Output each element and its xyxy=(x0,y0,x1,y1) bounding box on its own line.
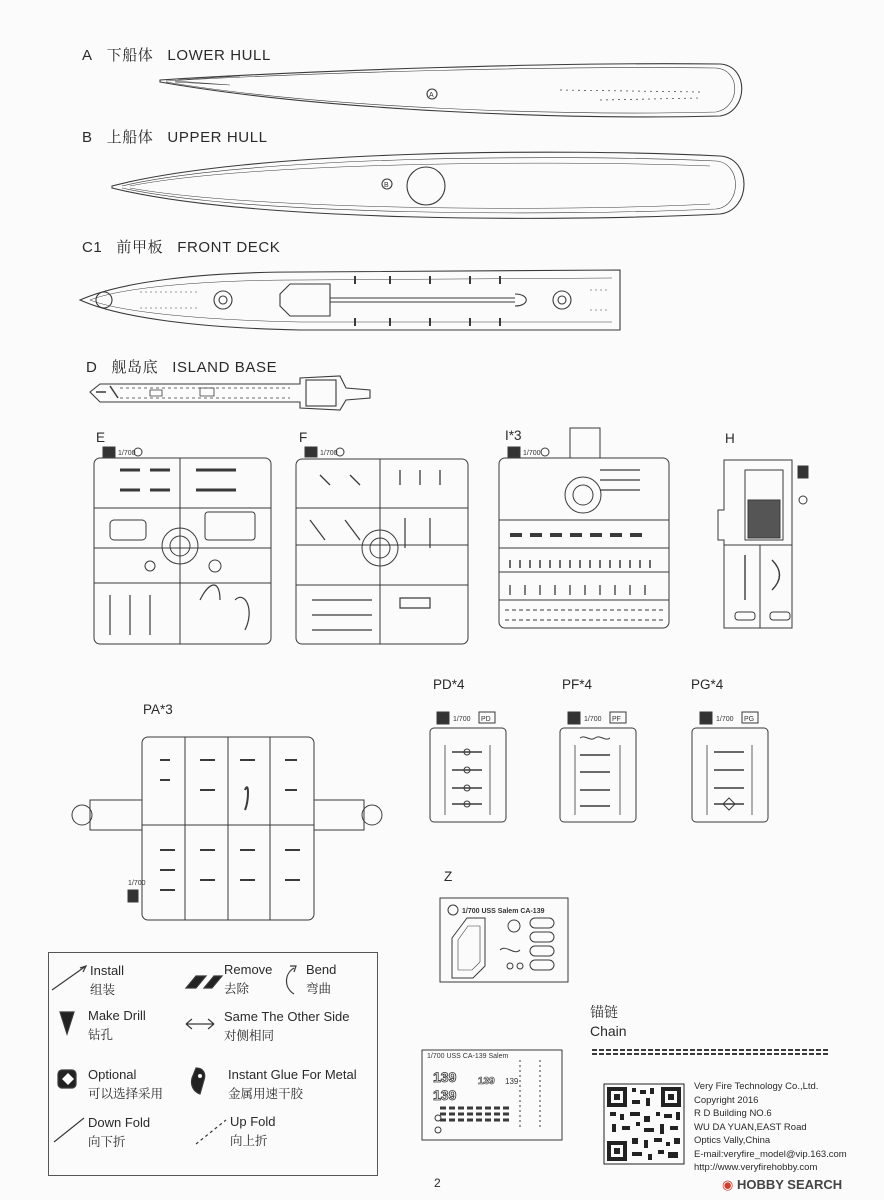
sprue-pg-scale: 1/700 xyxy=(716,716,734,723)
decal-number-large: 139 xyxy=(433,1087,457,1103)
part-en: LOWER HULL xyxy=(167,47,271,64)
legend-drill-cn: 钻孔 xyxy=(88,1027,114,1042)
sprue-i-label: I*3 xyxy=(505,428,522,443)
legend-down-en: Down Fold xyxy=(88,1115,151,1130)
legend-optional-en: Optional xyxy=(88,1067,137,1082)
sprue-h-label: H xyxy=(725,431,735,446)
hobby-search-watermark xyxy=(722,1177,842,1193)
company-addr3: Optics Vally,China xyxy=(694,1135,771,1146)
sprue-pd-code: PD xyxy=(481,716,491,723)
legend-optional-cn: 可以选择采用 xyxy=(88,1086,164,1101)
sprue-pa-scale: 1/700 xyxy=(128,880,146,887)
legend-remove-cn: 去除 xyxy=(224,981,250,996)
company-email[interactable]: E-mail:veryfire_model@vip.163.com xyxy=(694,1148,847,1160)
decal-number-large: 139 xyxy=(433,1069,457,1085)
page-number: 2 xyxy=(434,1176,441,1190)
company-addr1: R D Building NO.6 xyxy=(694,1108,772,1119)
sprue-pf-code: PF xyxy=(612,716,621,723)
sprue-pf-label: PF*4 xyxy=(562,677,593,692)
part-cn: 下船体 xyxy=(106,47,154,64)
legend-glue-cn: 金属用速干胶 xyxy=(228,1086,304,1101)
watermark-logo-icon: ◉ xyxy=(722,1177,734,1192)
svg-text:A: A xyxy=(429,92,434,99)
company-addr2: WU DA YUAN,EAST Road xyxy=(694,1121,807,1133)
part-code: B xyxy=(82,129,93,146)
part-code: C1 xyxy=(82,239,103,256)
legend-bend-en: Bend xyxy=(306,962,337,977)
company-copyright: Copyright 2016 xyxy=(694,1094,759,1106)
part-code: D xyxy=(86,359,98,376)
legend-glue-en: Instant Glue For Metal xyxy=(228,1067,357,1082)
company-info xyxy=(694,1080,847,1175)
legend-same-cn: 对侧相同 xyxy=(224,1028,275,1043)
sprue-pd-scale: 1/700 xyxy=(453,716,471,723)
part-cn: 舰岛底 xyxy=(111,359,159,376)
legend-up-en: Up Fold xyxy=(230,1114,276,1129)
sprue-pd-label: PD*4 xyxy=(433,677,465,692)
sprue-pg-code: PG xyxy=(744,716,755,723)
decal-number-small: 139 xyxy=(505,1077,519,1086)
part-cn: 前甲板 xyxy=(116,239,164,256)
sprue-f-scale: 1/700 xyxy=(320,450,338,457)
sprue-z-title: 1/700 USS Salem CA-139 xyxy=(462,908,545,915)
chain-label-en: Chain xyxy=(590,1023,627,1039)
legend-bend-cn: 弯曲 xyxy=(306,981,332,996)
company-name: Very Fire Technology Co.,Ltd. xyxy=(694,1081,819,1092)
chain-label-cn: 锚链 xyxy=(590,1005,618,1021)
sprue-e-scale: 1/700 xyxy=(118,450,136,457)
decal-title: 1/700 USS CA-139 Salem xyxy=(427,1053,509,1060)
company-website[interactable]: http://www.veryfirehobby.com xyxy=(694,1162,818,1173)
part-en: ISLAND BASE xyxy=(172,359,278,376)
sprue-pa-label: PA*3 xyxy=(143,702,173,717)
legend-remove-en: Remove xyxy=(224,962,273,977)
sprue-pg-label: PG*4 xyxy=(691,677,724,692)
part-en: FRONT DECK xyxy=(177,239,281,256)
watermark-brand: HOBBY SEARCH xyxy=(736,1177,843,1192)
legend-drill-en: Make Drill xyxy=(88,1008,146,1023)
sprue-e-label: E xyxy=(96,430,106,445)
legend-install-cn: 组装 xyxy=(90,982,116,997)
sprue-i-scale: 1/700 xyxy=(523,450,541,457)
part-cn: 上船体 xyxy=(106,129,154,146)
legend-up-cn: 向上折 xyxy=(230,1133,268,1148)
legend-same-en: Same The Other Side xyxy=(224,1009,350,1024)
legend-down-cn: 向下折 xyxy=(88,1134,126,1149)
svg-text:B: B xyxy=(384,182,389,189)
sprue-f-label: F xyxy=(299,430,308,445)
sprue-pf-scale: 1/700 xyxy=(584,716,602,723)
part-en: UPPER HULL xyxy=(167,129,268,146)
legend-install-en: Install xyxy=(90,963,124,978)
sprue-z-label: Z xyxy=(444,869,453,884)
part-code: A xyxy=(82,47,93,64)
decal-number-small: 139 xyxy=(478,1076,495,1087)
